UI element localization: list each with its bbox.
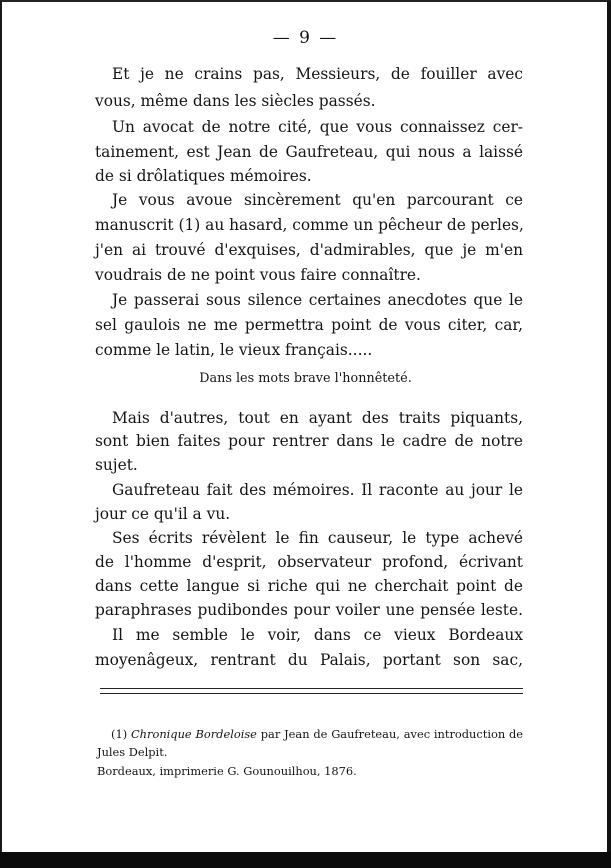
text-line: vous, même dans les siècles passés. xyxy=(95,92,376,110)
text-line: sel gaulois ne me permettra point de vous citer, car, xyxy=(95,316,523,334)
text-line: moyenâgeux, rentrant du Palais, portant son sac, xyxy=(95,651,523,669)
verse-heading: Dans les mots brave l'honnêteté. xyxy=(199,371,412,386)
text-line: Un avocat de notre cité, que vous connaissez cer- xyxy=(112,118,523,136)
footnote-marker: (1) xyxy=(111,727,128,741)
text-line: Gaufreteau fait des mémoires. Il raconte au jour le xyxy=(112,481,523,499)
text-line: Il me semble le voir, dans ce vieux Bordeaux xyxy=(112,626,523,644)
text-line: Je vous avoue sincèrement qu'en parcourant ce xyxy=(112,191,523,209)
text-line: tainement, est Jean de Gaufreteau, qui nous a laissé xyxy=(95,143,523,161)
text-line: Ses écrits révèlent le fin causeur, le type achevé xyxy=(112,529,523,547)
footnote-rule xyxy=(100,688,523,689)
text-line: Mais d'autres, tout en ayant des traits piquants, xyxy=(112,409,523,427)
scan-edge xyxy=(0,852,611,868)
text-line: Et je ne crains pas, Messieurs, de fouiller avec xyxy=(112,65,523,83)
text-line: dans cette langue si riche qui ne cherchait point de xyxy=(95,577,523,595)
text-line: jour ce qu'il a vu. xyxy=(95,505,231,523)
footnote-text: par Jean de Gaufreteau, avec introduction de xyxy=(260,727,524,741)
text-line: sujet. xyxy=(95,456,138,474)
text-line: de l'homme d'esprit, observateur profond, écrivant xyxy=(95,553,523,571)
footnote-rule xyxy=(100,693,523,694)
text-line: j'en ai trouvé d'exquises, d'admirables, que je m'en xyxy=(95,241,523,259)
text-line: comme le latin, le vieux français..... xyxy=(95,341,373,359)
footnote-line: Jules Delpit. xyxy=(97,745,168,759)
text-line: paraphrases pudibondes pour voiler une pensée leste. xyxy=(95,601,523,619)
footnote-line xyxy=(111,726,523,742)
footnote-line: Bordeaux, imprimerie G. Gounouilhou, 1876. xyxy=(97,764,357,778)
text-line: Je passerai sous silence certaines anecdotes que le xyxy=(112,291,523,309)
footnote-title: Chronique Bordeloise xyxy=(130,727,257,741)
text-line: voudrais de ne point vous faire connaître. xyxy=(95,266,421,284)
text-line: manuscrit (1) au hasard, comme un pêcheur de perles, xyxy=(95,216,524,234)
page-number: — 9 — xyxy=(272,28,339,48)
text-line: de si drôlatiques mémoires. xyxy=(95,167,312,185)
text-line: sont bien faites pour rentrer dans le cadre de notre xyxy=(95,432,523,450)
